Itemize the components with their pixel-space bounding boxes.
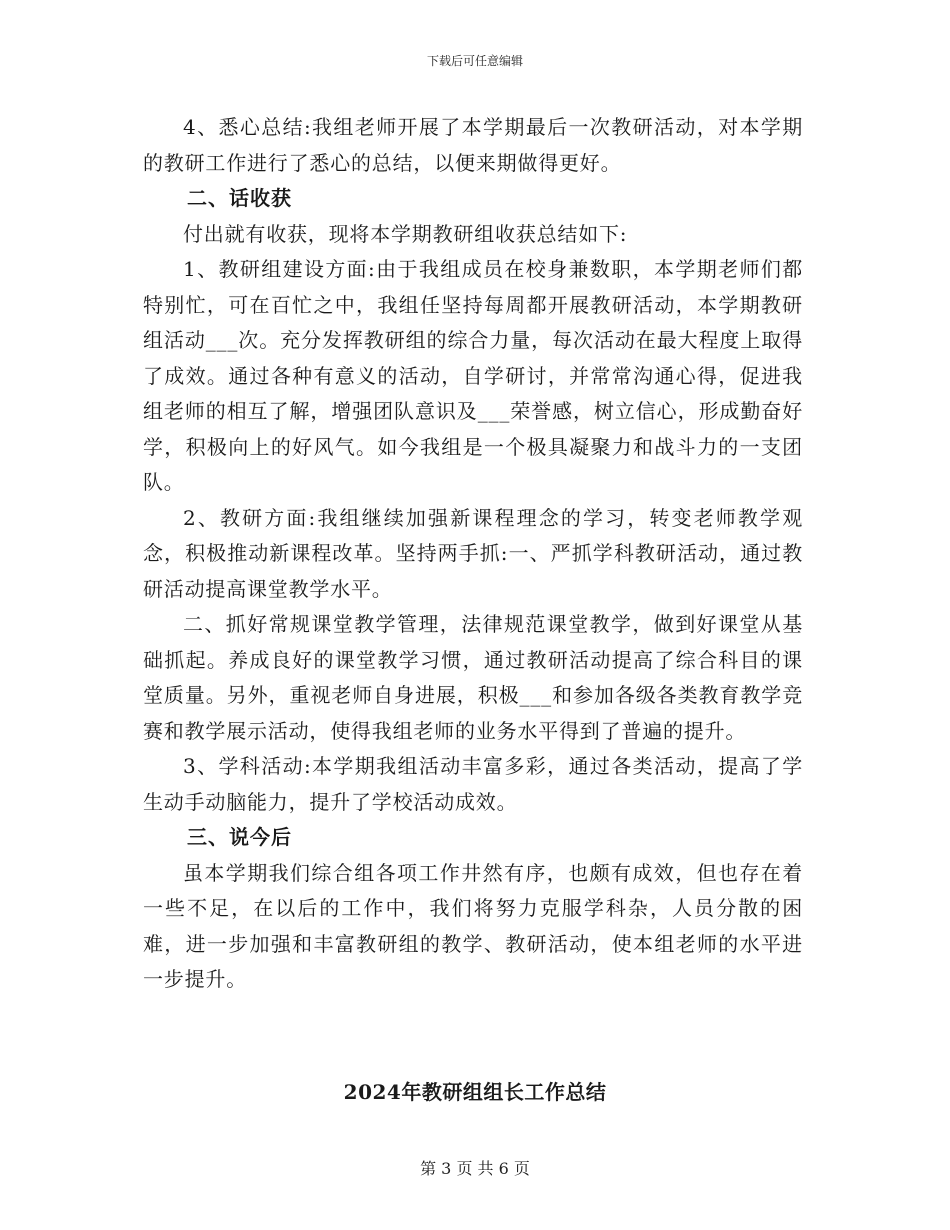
paragraph-team-building: 1、教研组建设方面:由于我组成员在校身兼数职，本学期老师们都特别忙，可在百忙之中，我组任坚持每周都开展教研活动，本学期教研组活动___次。充分发挥教研组的综合力量，每次活动在最大程度上取得了成效。通过各种有意义的活动，自学研讨，并常常沟通心得，促进我组老师的相互了解，增强团队意识及___荣誉感，树立信心，形成勤奋好学，积极向上的好风气。如今我组是一个极具凝聚力和战斗力的一支团队。 — [143, 257, 803, 494]
paragraph-subject-activities: 3、学科活动:本学期我组活动丰富多彩，通过各类活动，提高了学生动手动脑能力，提升了学校活动成效。 — [143, 754, 803, 814]
paragraph-teaching-research: 2、教研方面:我组继续加强新课程理念的学习，转变老师教学观念，积极推动新课程改革。坚持两手抓:一、严抓学科教研活动，通过教研活动提高课堂教学水平。 — [143, 505, 803, 601]
section-title: 2024年教研组组长工作总结 — [343, 1080, 607, 1104]
paragraph-future: 虽本学期我们综合组各项工作井然有序，也颇有成效，但也存在着一些不足，在以后的工作中，我们将努力克服学科杂，人员分散的困难，进一步加强和丰富教研组的教学、教研活动，使本组老师的水平进一步提升。 — [143, 860, 803, 991]
paragraph-classroom-management: 二、抓好常规课堂教学管理，法律规范课堂教学，做到好课堂从基础抓起。养成良好的课堂教学习惯，通过教研活动提高了综合科目的课堂质量。另外，重视老师自身进展，积极___和参加各级各类教育教学竞赛和教学展示活动，使得我组老师的业务水平得到了普遍的提升。 — [143, 612, 803, 743]
heading-harvest: 二、话收获 — [187, 186, 292, 210]
heading-future: 三、说今后 — [187, 825, 292, 849]
header-note: 下载后可任意编辑 — [426, 54, 523, 68]
paragraph-summary: 4、悉心总结:我组老师开展了本学期最后一次教研活动，对本学期的教研工作进行了悉心的总结，以便来期做得更好。 — [143, 115, 803, 175]
paragraph-harvest-intro: 付出就有收获，现将本学期教研组收获总结如下: — [183, 221, 628, 246]
document-body — [143, 110, 803, 998]
page-footer: 第 3 页 共 6 页 — [420, 1159, 530, 1178]
